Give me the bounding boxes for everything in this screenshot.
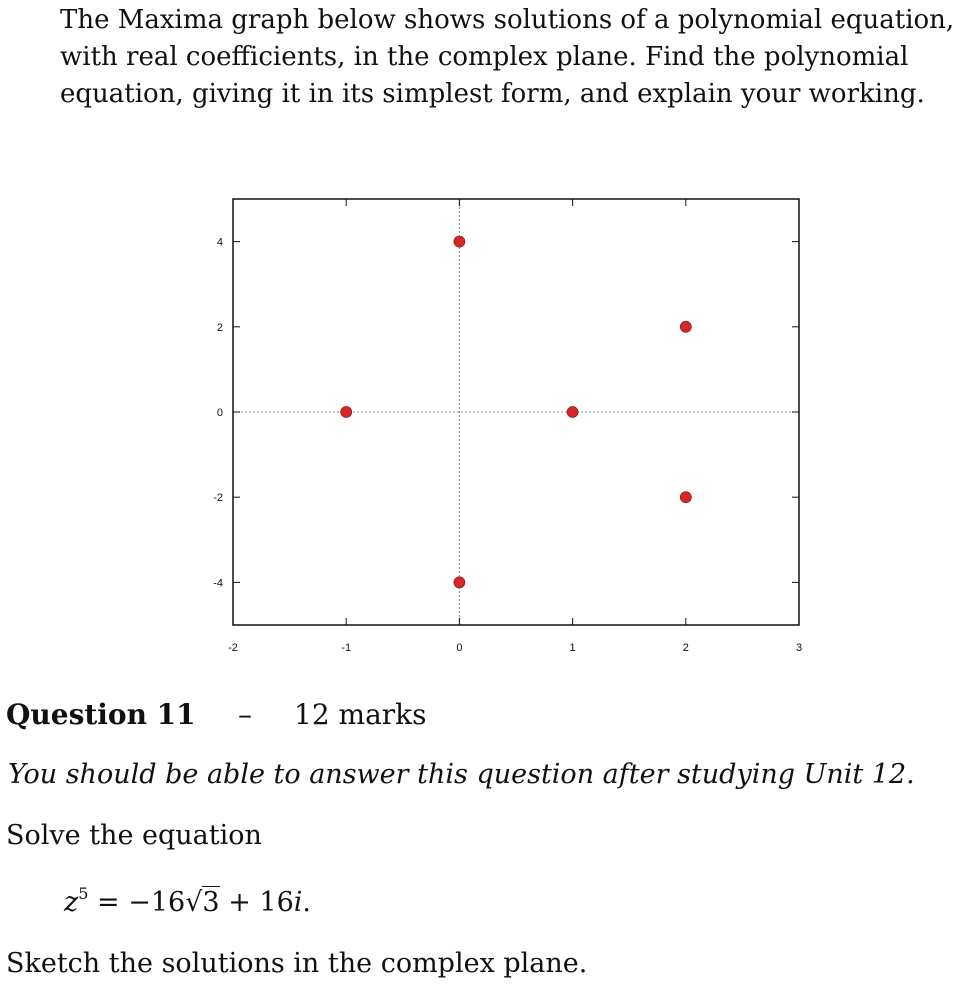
equation-radicand: 3 <box>202 887 220 918</box>
solution-point <box>341 407 352 418</box>
question-heading <box>6 698 427 731</box>
x-tick-label: -2 <box>228 642 238 654</box>
question-marks: 12 marks <box>294 698 427 731</box>
equation-exponent: 5 <box>78 884 89 903</box>
x-tick-label: 1 <box>569 642 576 654</box>
y-tick-label: -2 <box>213 492 223 505</box>
problem-line-3: equation, giving it in its simplest form, and explain your working. <box>60 79 925 109</box>
problem-line-1: The Maxima graph below shows solutions of a polynomial equation, <box>60 5 955 35</box>
solution-point <box>454 577 465 588</box>
solution-point <box>680 492 691 503</box>
equation <box>64 884 311 918</box>
problem-statement <box>60 2 955 113</box>
question-prompt: Solve the equation <box>6 820 262 851</box>
question-advice: You should be able to answer this question after studying Unit 12. <box>8 759 915 790</box>
y-tick-label: -4 <box>213 577 223 590</box>
x-tick-label: 0 <box>456 642 463 654</box>
question-dash: – <box>238 698 252 731</box>
solution-point <box>680 321 691 332</box>
equation-variable: z <box>64 887 79 918</box>
imaginary-unit: i <box>293 887 303 918</box>
problem-line-2: with real coefficients, in the complex plane. Find the polynomial <box>60 42 909 72</box>
y-tick-label: 2 <box>216 321 223 334</box>
equation-rhs-plus: + 16 <box>219 887 294 918</box>
sqrt-symbol: √ <box>185 887 203 918</box>
y-tick-label: 4 <box>216 236 223 249</box>
solution-point <box>567 407 578 418</box>
equation-rhs-start: = −16 <box>88 887 186 918</box>
x-tick-label: -1 <box>341 642 352 654</box>
y-tick-label: 0 <box>216 407 223 419</box>
equation-end: . <box>302 887 311 918</box>
x-tick-label: 3 <box>795 642 803 654</box>
sketch-instruction: Sketch the solutions in the complex plane. <box>6 948 588 979</box>
x-tick-label: 2 <box>682 642 689 654</box>
complex-plane-plot <box>195 190 815 660</box>
solution-point <box>454 236 465 247</box>
question-title: Question 11 <box>6 698 196 731</box>
